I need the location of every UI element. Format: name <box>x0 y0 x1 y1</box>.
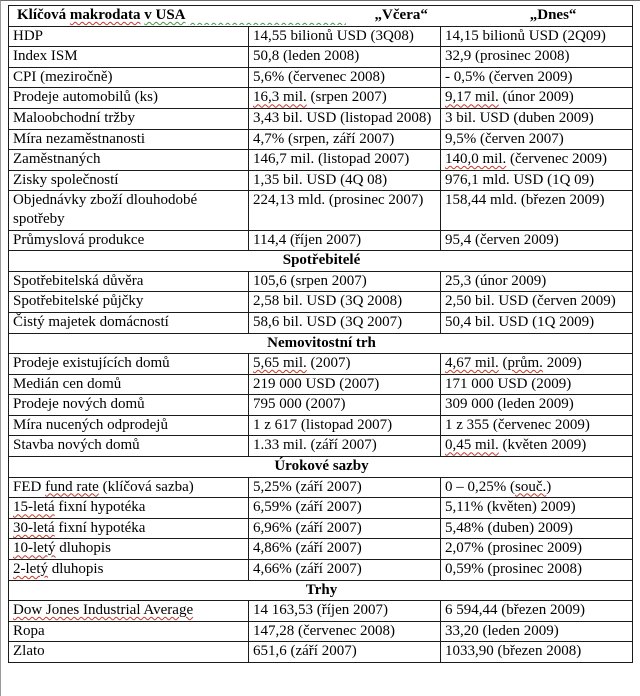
today-value-cell: 2,50 bil. USD (červen 2009) <box>441 292 633 313</box>
row-label-cell: Spotřebitelské půjčky <box>9 292 249 313</box>
table-row <box>9 129 633 150</box>
today-value-cell: 9,5% (červen 2007) <box>441 129 633 150</box>
row-label-cell: Ropa <box>9 621 249 642</box>
section-title: Spotřebitelé <box>9 251 633 272</box>
table-row <box>9 436 633 457</box>
today-value-cell: 50,4 bil. USD (1Q 2009) <box>441 312 633 333</box>
spellcheck-flagged-text: v USA <box>144 7 186 23</box>
yesterday-value-cell: 3,43 bil. USD (listopad 2008) <box>249 108 441 129</box>
row-label-cell <box>9 601 249 622</box>
spellcheck-flagged-text: 16,3 mil. <box>253 89 307 106</box>
table-row <box>9 539 633 560</box>
yesterday-value-cell: 105,6 (srpen 2007) <box>249 271 441 292</box>
table-row <box>9 498 633 519</box>
today-value-cell: 158,44 mld. (březen 2009) <box>441 191 633 230</box>
yesterday-value-cell: 5,25% (září 2007) <box>249 477 441 498</box>
today-value-cell: 14,15 bilionů USD (2Q09) <box>441 26 633 47</box>
spellcheck-flagged-text: 15-letá <box>13 499 55 516</box>
row-label-cell: Objednávky zboží dlouhodobé spotřeby <box>9 191 249 230</box>
table-row <box>9 601 633 622</box>
row-label-cell: Míra nucených odprodejů <box>9 415 249 436</box>
row-label-cell: Zlato <box>9 642 249 663</box>
yesterday-value-cell: 6,96% (září 2007) <box>249 518 441 539</box>
today-value-cell: 1033,90 (březen 2008) <box>441 642 633 663</box>
today-value-cell <box>441 150 633 171</box>
row-label-cell: Průmyslová produkce <box>9 230 249 251</box>
row-label-cell: Medián cen domů <box>9 374 249 395</box>
text-segment: (srpen 2007) <box>306 89 387 106</box>
yesterday-value-cell: 795 000 (2007) <box>249 395 441 416</box>
table-row <box>9 230 633 251</box>
page-title <box>13 6 186 25</box>
spellcheck-flagged-text: fund rate <box>45 478 99 495</box>
yesterday-value-cell: 1,35 bil. USD (4Q 08) <box>249 170 441 191</box>
spellcheck-flagged-text: 2-letý <box>13 561 48 578</box>
table-row <box>9 621 633 642</box>
today-value-cell: 3 bil. USD (duben 2009) <box>441 108 633 129</box>
table-row <box>9 47 633 68</box>
today-value-cell: 32,9 (prosinec 2008) <box>441 47 633 68</box>
today-value-cell: - 0,5% (červen 2009) <box>441 67 633 88</box>
today-value-cell <box>441 88 633 109</box>
row-label-cell: Prodeje automobilů (ks) <box>9 88 249 109</box>
yesterday-value-cell: 4,66% (září 2007) <box>249 560 441 581</box>
table-row <box>9 88 633 109</box>
text-segment: ) <box>546 478 552 495</box>
table-row <box>9 395 633 416</box>
spellcheck-flagged-text: prům. <box>507 355 543 372</box>
yesterday-value-cell: 219 000 USD (2007) <box>249 374 441 395</box>
row-label-cell <box>9 518 249 539</box>
text-segment: 0 – 0,25% ( <box>445 478 515 495</box>
yesterday-value-cell <box>249 354 441 375</box>
table-row <box>9 642 633 663</box>
yesterday-value-cell: 2,58 bil. USD (3Q 2008) <box>249 292 441 313</box>
text-segment: dluhopis <box>55 540 111 557</box>
yesterday-value-cell: 651,6 (září 2007) <box>249 642 441 663</box>
text-segment: 2009) <box>542 355 582 372</box>
section-title: Nemovitostní trh <box>9 333 633 354</box>
text-segment: Klíčová <box>17 7 70 23</box>
today-value-cell: 33,20 (leden 2009) <box>441 621 633 642</box>
table-row <box>9 67 633 88</box>
text-segment: dluhopis <box>48 561 104 578</box>
table-row <box>9 108 633 129</box>
grammar-squiggle-gap <box>188 6 347 25</box>
row-label-cell: Spotřebitelská důvěra <box>9 271 249 292</box>
spellcheck-flagged-text: 140,0 mil. <box>445 151 507 168</box>
row-label-cell: Stavba nových domů <box>9 436 249 457</box>
today-value-cell <box>441 354 633 375</box>
row-label-cell: Zaměstnaných <box>9 150 249 171</box>
table-row <box>9 312 633 333</box>
spellcheck-flagged-text: 4,67 mil. <box>445 355 499 372</box>
yesterday-value-cell: 6,59% (září 2007) <box>249 498 441 519</box>
row-label-cell: Čistý majetek domácností <box>9 312 249 333</box>
spellcheck-flagged-text: souč. <box>515 478 547 495</box>
table-row <box>9 170 633 191</box>
row-label-cell <box>9 498 249 519</box>
today-value-cell <box>441 477 633 498</box>
header-layout <box>13 6 630 25</box>
yesterday-value-cell: 224,13 mld. (prosinec 2007) <box>249 191 441 230</box>
column-header-yesterday: „Včera“ <box>374 7 428 23</box>
yesterday-value-cell: 58,6 bil. USD (3Q 2007) <box>249 312 441 333</box>
today-value-cell: 5,11% (květen) 2009) <box>441 498 633 519</box>
text-segment: fixní hypotéka <box>54 519 146 536</box>
spellcheck-flagged-text: 30-letá <box>13 519 55 536</box>
row-label-cell: HDP <box>9 26 249 47</box>
table-row <box>9 354 633 375</box>
yesterday-value-cell: 4,86% (září 2007) <box>249 539 441 560</box>
row-label-cell: Zisky společností <box>9 170 249 191</box>
spellcheck-flagged-text: 9,17 mil. <box>445 89 499 106</box>
today-value-cell: 25,3 (únor 2009) <box>441 271 633 292</box>
table-row <box>9 518 633 539</box>
text-segment: (červenec 2009) <box>506 151 608 168</box>
row-label-cell <box>9 477 249 498</box>
text-segment: (květen 2009) <box>498 437 587 454</box>
yesterday-value-cell: 146,7 mil. (listopad 2007) <box>249 150 441 171</box>
macro-data-table <box>8 5 633 663</box>
today-value-cell: 0,59% (prosinec 2008) <box>441 560 633 581</box>
text-segment: ( <box>498 355 508 372</box>
table-row <box>9 560 633 581</box>
table-row <box>9 477 633 498</box>
section-title: Úrokové sazby <box>9 457 633 478</box>
yesterday-value-cell: 14 163,53 (říjen 2007) <box>249 601 441 622</box>
spellcheck-flagged-text: Dow Jones Industrial Average <box>13 602 194 619</box>
table-header-cell <box>9 6 633 27</box>
row-label-cell: Míra nezaměstnanosti <box>9 129 249 150</box>
table-row <box>9 271 633 292</box>
yesterday-value-cell: 14,55 bilionů USD (3Q08) <box>249 26 441 47</box>
today-value-cell: 5,48% (duben) 2009) <box>441 518 633 539</box>
yesterday-value-cell: 50,8 (leden 2008) <box>249 47 441 68</box>
yesterday-value-cell: 5,6% (červenec 2008) <box>249 67 441 88</box>
text-segment: (únor 2009) <box>498 89 574 106</box>
yesterday-value-cell <box>249 88 441 109</box>
table-row <box>9 191 633 230</box>
today-value-cell: 1 z 355 (červenec 2009) <box>441 415 633 436</box>
yesterday-value-cell: 147,28 (červenec 2008) <box>249 621 441 642</box>
today-value-cell: 2,07% (prosinec 2009) <box>441 539 633 560</box>
row-label-cell <box>9 539 249 560</box>
spellcheck-flagged-text: 5,65 mil. <box>253 355 307 372</box>
table-row <box>9 292 633 313</box>
table-row <box>9 374 633 395</box>
today-value-cell: 95,4 (červen 2009) <box>441 230 633 251</box>
row-label-cell: Prodeje existujících domů <box>9 354 249 375</box>
row-label-cell <box>9 560 249 581</box>
table-row <box>9 150 633 171</box>
row-label-cell: Prodeje nových domů <box>9 395 249 416</box>
today-value-cell: 6 594,44 (březen 2009) <box>441 601 633 622</box>
column-header-today: „Dnes“ <box>529 7 577 23</box>
table-header-row <box>9 6 633 27</box>
text-segment: fixní hypotéka <box>54 499 146 516</box>
spellcheck-flagged-text: 10-letý <box>13 540 56 557</box>
section-title: Trhy <box>9 580 633 601</box>
text-segment: (2007) <box>306 355 351 372</box>
yesterday-value-cell: 1 z 617 (listopad 2007) <box>249 415 441 436</box>
section-row <box>9 580 633 601</box>
section-row <box>9 251 633 272</box>
row-label-cell: CPI (meziročně) <box>9 67 249 88</box>
text-segment: FED <box>13 478 46 495</box>
row-label-cell: Index ISM <box>9 47 249 68</box>
table-row <box>9 415 633 436</box>
spellcheck-flagged-text: makrodata <box>69 7 141 23</box>
today-value-cell: 171 000 USD (2009) <box>441 374 633 395</box>
yesterday-value-cell: 114,4 (říjen 2007) <box>249 230 441 251</box>
yesterday-value-cell: 4,7% (srpen, září 2007) <box>249 129 441 150</box>
section-row <box>9 457 633 478</box>
text-segment: (klíčová sazba) <box>98 478 194 495</box>
yesterday-value-cell: 1.33 mil. (září 2007) <box>249 436 441 457</box>
today-value-cell: 309 000 (leden 2009) <box>441 395 633 416</box>
today-value-cell: 976,1 mld. USD (1Q 09) <box>441 170 633 191</box>
section-row <box>9 333 633 354</box>
spellcheck-flagged-text: 0,45 mil. <box>445 437 499 454</box>
table-row <box>9 26 633 47</box>
today-value-cell <box>441 436 633 457</box>
row-label-cell: Maloobchodní tržby <box>9 108 249 129</box>
